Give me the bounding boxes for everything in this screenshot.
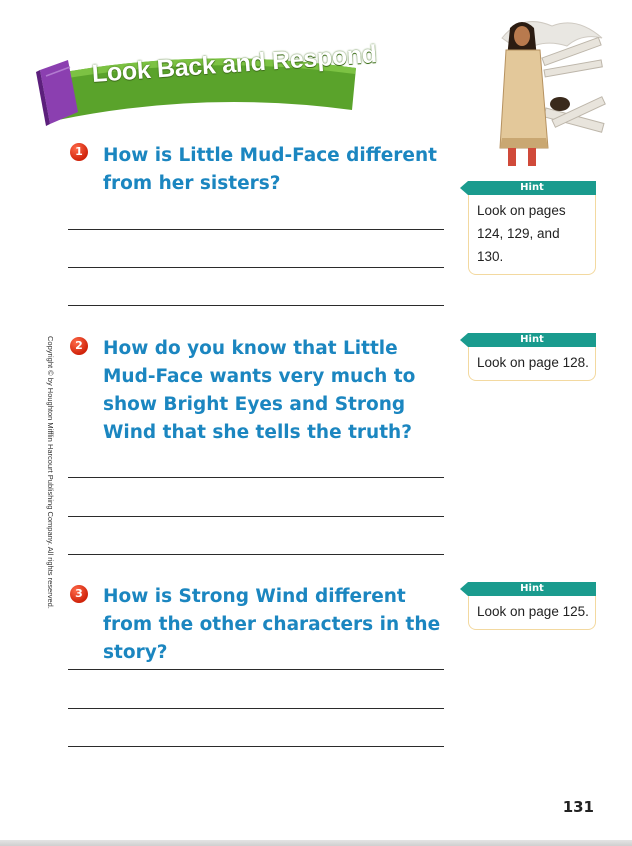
answer-line[interactable] [68,229,444,230]
answer-line[interactable] [68,477,444,478]
page-number: 131 [562,798,594,816]
copyright-notice: Copyright © by Houghton Mifflin Harcourt Publishing Company. All rights reserved. [46,336,55,609]
question-number-badge: 2 [70,337,88,355]
hint-text: Look on page 125. [468,596,596,630]
answer-line[interactable] [68,267,444,268]
hint-label: Hint [468,181,596,195]
question-number-badge: 3 [70,585,88,603]
answer-line[interactable] [68,516,444,517]
banner-title: Look Back and Respond [90,40,378,88]
section-banner [34,40,378,136]
question-text: How is Strong Wind different from the other characters in the story? [103,586,441,663]
answer-line[interactable] [68,305,444,306]
page-bottom-edge [0,840,632,846]
answer-line[interactable] [68,708,444,709]
hint-box [460,582,596,630]
question-number-badge: 1 [70,143,88,161]
woman-with-firewood-illustration [482,8,616,172]
hint-box [460,333,596,381]
hint-text: Look on page 128. [468,347,596,381]
hint-box [460,181,596,275]
hint-label: Hint [468,333,596,347]
answer-line[interactable] [68,746,444,747]
hint-text: Look on pages 124, 129, and 130. [468,195,596,275]
question-text: How is Little Mud-Face different from her sisters? [103,145,437,194]
hint-label: Hint [468,582,596,596]
answer-line[interactable] [68,669,444,670]
answer-line[interactable] [68,554,444,555]
question-text: How do you know that Little Mud-Face wants very much to show Bright Eyes and Strong Wind that she tells the truth? [103,338,416,443]
